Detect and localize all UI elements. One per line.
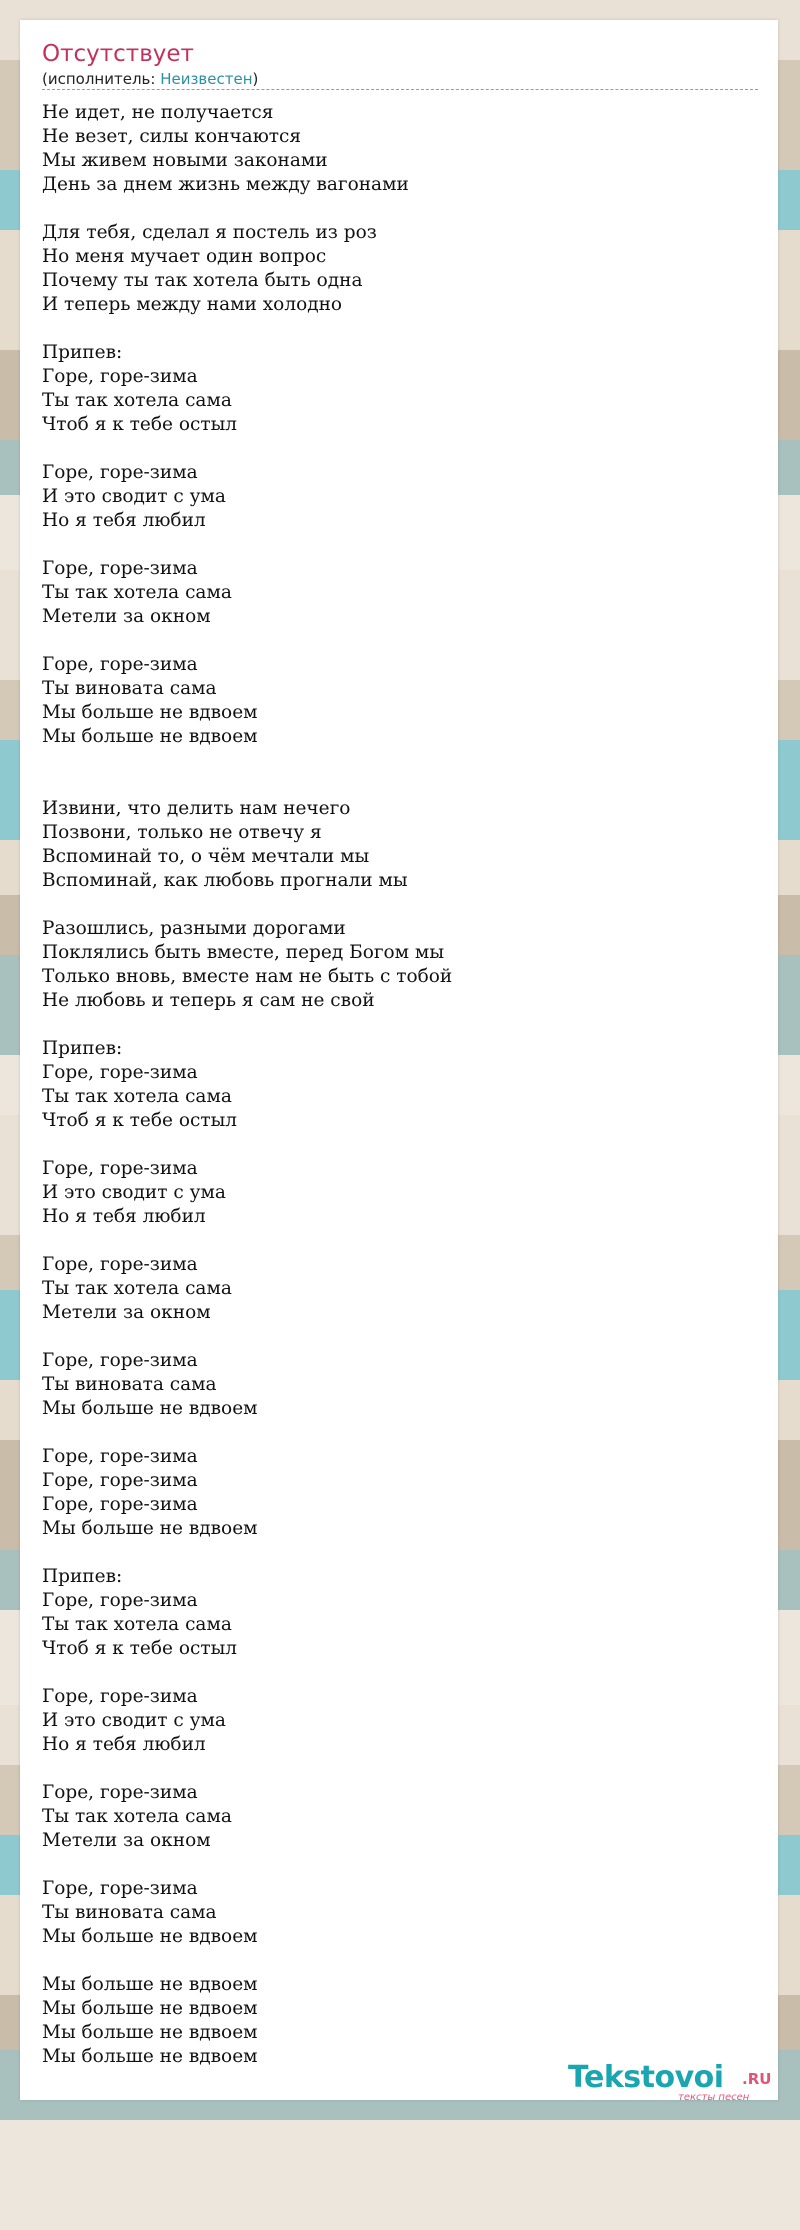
lyric-line: Горе, горе-зима [42,1062,198,1083]
lyric-line: Горе, горе-зима [42,1350,198,1371]
lyric-line: Мы больше не вдвоем [42,1998,258,2019]
lyric-line: Почему ты так хотела быть одна [42,270,363,291]
lyric-line: И теперь между нами холодно [42,294,343,315]
lyric-line: Ты виновата сама [42,1374,217,1395]
lyric-line: Мы больше не вдвоем [42,1518,258,1539]
site-logo[interactable] [568,2060,790,2103]
lyric-line [42,1661,758,1685]
lyric-line: Для тебя, сделал я постель из роз [42,222,377,243]
lyric-line: Ты так хотела сама [42,1614,232,1635]
lyric-line: Ты виновата сама [42,1902,217,1923]
lyric-line: Горе, горе-зима [42,1254,198,1275]
lyric-line: Метели за окном [42,606,211,627]
lyric-line [42,629,758,653]
lyric-line: Мы больше не вдвоем [42,1926,258,1947]
lyric-line [42,1949,758,1973]
lyric-line: Не везет, силы кончаются [42,126,302,147]
lyric-line: Чтоб я к тебе остыл [42,1638,238,1659]
lyric-line [42,1013,758,1037]
lyric-line: Вспоминай, как любовь прогнали мы [42,870,408,891]
lyric-line [42,533,758,557]
artist-line [42,69,258,89]
lyric-line: Но меня мучает один вопрос [42,246,327,267]
lyric-line: Только вновь, вместе нам не быть с тобой [42,966,453,987]
logo-name: Tekstovoi [568,2060,724,2095]
lyric-line [42,1421,758,1445]
lyric-line: Мы больше не вдвоем [42,1398,258,1419]
lyric-line: Припев: [42,1566,123,1587]
lyric-line: Ты так хотела сама [42,1278,232,1299]
lyric-line [42,1757,758,1781]
lyric-line: Вспоминай то, о чём мечтали мы [42,846,370,867]
lyric-line: Горе, горе-зима [42,1590,198,1611]
lyric-line [42,893,758,917]
lyric-line: Метели за окном [42,1302,211,1323]
lyric-line: Ты так хотела сама [42,582,232,603]
lyric-line: И это сводит с ума [42,1710,226,1731]
lyric-line [42,317,758,341]
lyric-line [42,749,758,773]
lyric-line: Горе, горе-зима [42,558,198,579]
lyric-line: Мы больше не вдвоем [42,726,258,747]
lyric-line: Горе, горе-зима [42,1686,198,1707]
lyric-line: Но я тебя любил [42,1206,206,1227]
lyric-line [42,773,758,797]
lyric-line: Мы больше не вдвоем [42,1974,258,1995]
lyric-line: Горе, горе-зима [42,462,198,483]
logo-tld: .RU [742,2070,772,2088]
lyric-line: Чтоб я к тебе остыл [42,414,238,435]
lyric-line: Горе, горе-зима [42,1158,198,1179]
lyric-line [42,1133,758,1157]
lyric-line: Горе, горе-зима [42,366,198,387]
lyric-line: Мы больше не вдвоем [42,2046,258,2067]
lyric-line: Позвони, только не отвечу я [42,822,322,843]
lyric-line [42,1229,758,1253]
artist-suffix: ) [252,70,259,88]
title-divider [42,89,758,90]
lyric-line [42,1325,758,1349]
background-stripe [0,2120,800,2230]
song-title: Отсутствует [42,41,194,67]
lyric-line: Горе, горе-зима [42,1782,198,1803]
lyric-line: Горе, горе-зима [42,654,198,675]
lyric-line: Разошлись, разными дорогами [42,918,346,939]
lyric-line: Чтоб я к тебе остыл [42,1110,238,1131]
lyric-line: Припев: [42,342,123,363]
lyric-line: День за днем жизнь между вагонами [42,174,409,195]
lyric-line: Припев: [42,1038,123,1059]
lyric-line: Ты так хотела сама [42,1086,232,1107]
artist-prefix: (исполнитель: [42,70,161,88]
artist-link[interactable]: Неизвестен [160,70,253,88]
lyric-line [42,197,758,221]
lyric-line: И это сводит с ума [42,486,226,507]
lyric-line: Горе, горе-зима [42,1446,198,1467]
lyric-line: Поклялись быть вместе, перед Богом мы [42,942,445,963]
lyric-line [42,437,758,461]
lyric-line: Горе, горе-зима [42,1470,198,1491]
lyric-line: Ты так хотела сама [42,1806,232,1827]
lyric-line [42,1853,758,1877]
lyric-line: Метели за окном [42,1830,211,1851]
lyric-line [42,1541,758,1565]
lyric-line: Извини, что делить нам нечего [42,798,351,819]
lyric-line: Мы больше не вдвоем [42,2022,258,2043]
lyric-line: Мы больше не вдвоем [42,702,258,723]
lyric-line: Горе, горе-зима [42,1494,198,1515]
lyric-line: Ты так хотела сама [42,390,232,411]
lyric-line: Не идет, не получается [42,102,274,123]
lyric-line: Но я тебя любил [42,510,206,531]
lyric-line: Мы живем новыми законами [42,150,328,171]
lyrics-text [42,101,758,2069]
logo-tagline: тексты песен [678,2092,750,2103]
lyrics-card [20,20,778,2103]
lyric-line: Ты виновата сама [42,678,217,699]
lyric-line: Не любовь и теперь я сам не свой [42,990,375,1011]
lyric-line: И это сводит с ума [42,1182,226,1203]
lyric-line: Но я тебя любил [42,1734,206,1755]
lyric-line: Горе, горе-зима [42,1878,198,1899]
